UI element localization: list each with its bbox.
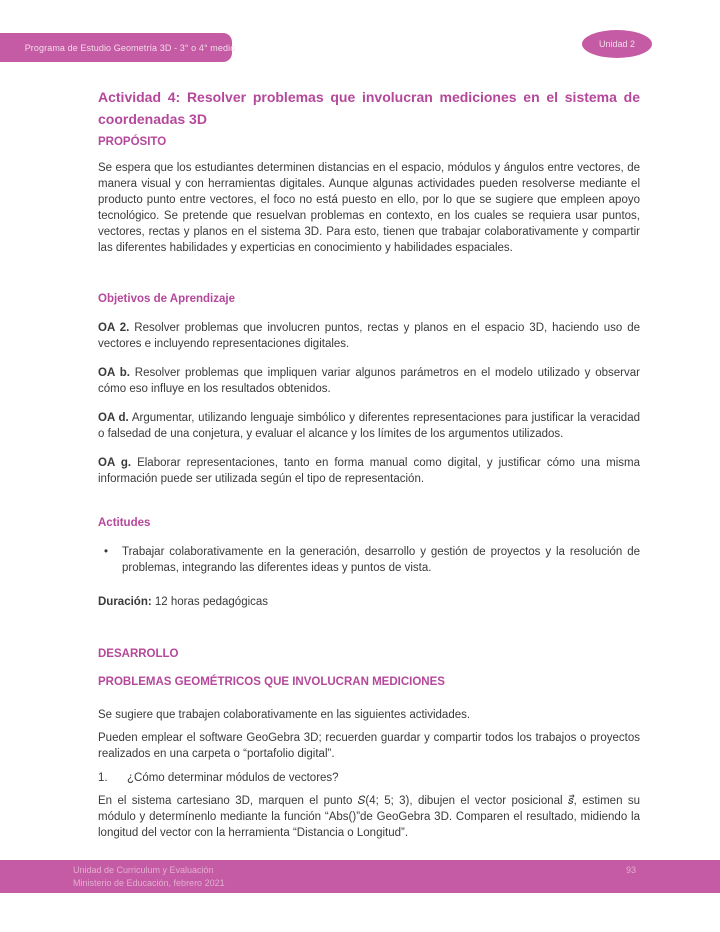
- paragraph-sugiere: Se sugiere que trabajen colaborativamente en las siguientes actividades.: [98, 709, 471, 721]
- oa-item-d: [98, 410, 640, 442]
- question-text: ¿Cómo determinar módulos de vectores?: [127, 772, 339, 784]
- oa-item-2-text: Resolver problemas que involucren puntos, rectas y planos en el espacio 3D, haciendo uso de vectores e incluyendo representaciones digitales.: [98, 322, 641, 350]
- unit-badge-label: Unidad 2: [598, 39, 636, 49]
- oa-item-2: [98, 320, 640, 352]
- objetivos-heading: Objetivos de Aprendizaje: [98, 293, 235, 305]
- page-footer: [0, 860, 720, 893]
- oa-item-b-label: OA b.: [98, 367, 130, 379]
- oa-item-g-text: Elaborar representaciones, tanto en forma manual como digital, y justificar cómo una misma información puede ser utilizada según el tipo de representación.: [98, 457, 640, 485]
- footer-line1: Unidad de Curriculum y Evaluación: [73, 865, 214, 875]
- oa-item-b: [98, 365, 640, 397]
- oa-item-2-label: OA 2.: [98, 322, 130, 334]
- paragraph-geogebra: Pueden emplear el software GeoGebra 3D; recuerden guardar y compartir todos los trabajos o proyectos realizados en una carpeta o “portafolio digital”.: [98, 732, 640, 760]
- oa-item-g: [98, 455, 640, 487]
- unit-badge: [582, 30, 652, 58]
- footer-line2: Ministerio de Educación, febrero 2021: [73, 877, 225, 888]
- question-number: 1.: [98, 772, 108, 784]
- desarrollo-heading: DESARROLLO: [98, 648, 179, 660]
- oa-item-b-text: Resolver problemas que impliquen variar algunos parámetros en el modelo utilizado y observar cómo eso influye en los resultados obtenidos.: [98, 367, 640, 395]
- actitudes-bullet-text: Trabajar colaborativamente en la generación, desarrollo y gestión de proyectos y la resolución de problemas, integrando las diferentes ideas y puntos de vista.: [122, 546, 640, 574]
- oa-item-d-text: Argumentar, utilizando lenguaje simbólico y diferentes representaciones para justificar la veracidad o falsedad de una conjetura, y evaluar el alcance y los límites de los argumentos utilizados.: [98, 412, 640, 440]
- bullet-marker: •: [104, 546, 109, 558]
- oa-item-g-label: OA g.: [98, 457, 132, 469]
- document-content: [98, 86, 640, 841]
- footer-credits: [73, 864, 225, 893]
- program-badge-label: Programa de Estudio Geometría 3D - 3° o 4° medio: [24, 42, 236, 53]
- page-number: 93: [625, 865, 636, 875]
- numbered-question: [98, 770, 640, 786]
- actitudes-bullet-item: [98, 544, 640, 576]
- program-badge: [0, 33, 236, 62]
- proposito-heading: PROPÓSITO: [98, 136, 167, 148]
- paragraph-sistema-cartesiano: En el sistema cartesiano 3D, marquen el punto 𝑆(4; 5; 3), dibujen el vector posicional 𝑠⃗, estimen su módulo y determínenlo mediante la función “Abs()”de GeoGebra 3D. Comparen el resultado, midiendo la longitud del vector con la herramienta “Distancia o Longitud”.: [98, 795, 640, 839]
- proposito-paragraph: Se espera que los estudiantes determinen distancias en el espacio, módulos y ángulos entre vectores, de manera visual y con herramientas digitales. Aunque algunas actividades pueden resolverse mediante el producto punto entre vectores, el foco no está puesto en ello, por lo que se sugiere que empleen apoyo tecnológico. Se pretende que resuelvan problemas en contexto, en los cuales se requiera usar puntos, vectores, rectas y planos en el sistema 3D. Para esto, tienen que trabajar colaborativamente y compartir las diferentes habilidades y experticias en conocimiento y habilidades espaciales.: [98, 162, 640, 254]
- problemas-subheading: PROBLEMAS GEOMÉTRICOS QUE INVOLUCRAN MEDICIONES: [98, 676, 445, 688]
- duracion-line: [98, 594, 640, 610]
- activity-title: Actividad 4: Resolver problemas que involucran mediciones en el sistema de coordenadas 3D: [98, 89, 640, 127]
- actitudes-heading: Actitudes: [98, 517, 151, 529]
- duracion-label: Duración:: [98, 596, 152, 608]
- duracion-value: 12 horas pedagógicas: [151, 596, 269, 608]
- oa-item-d-label: OA d.: [98, 412, 129, 424]
